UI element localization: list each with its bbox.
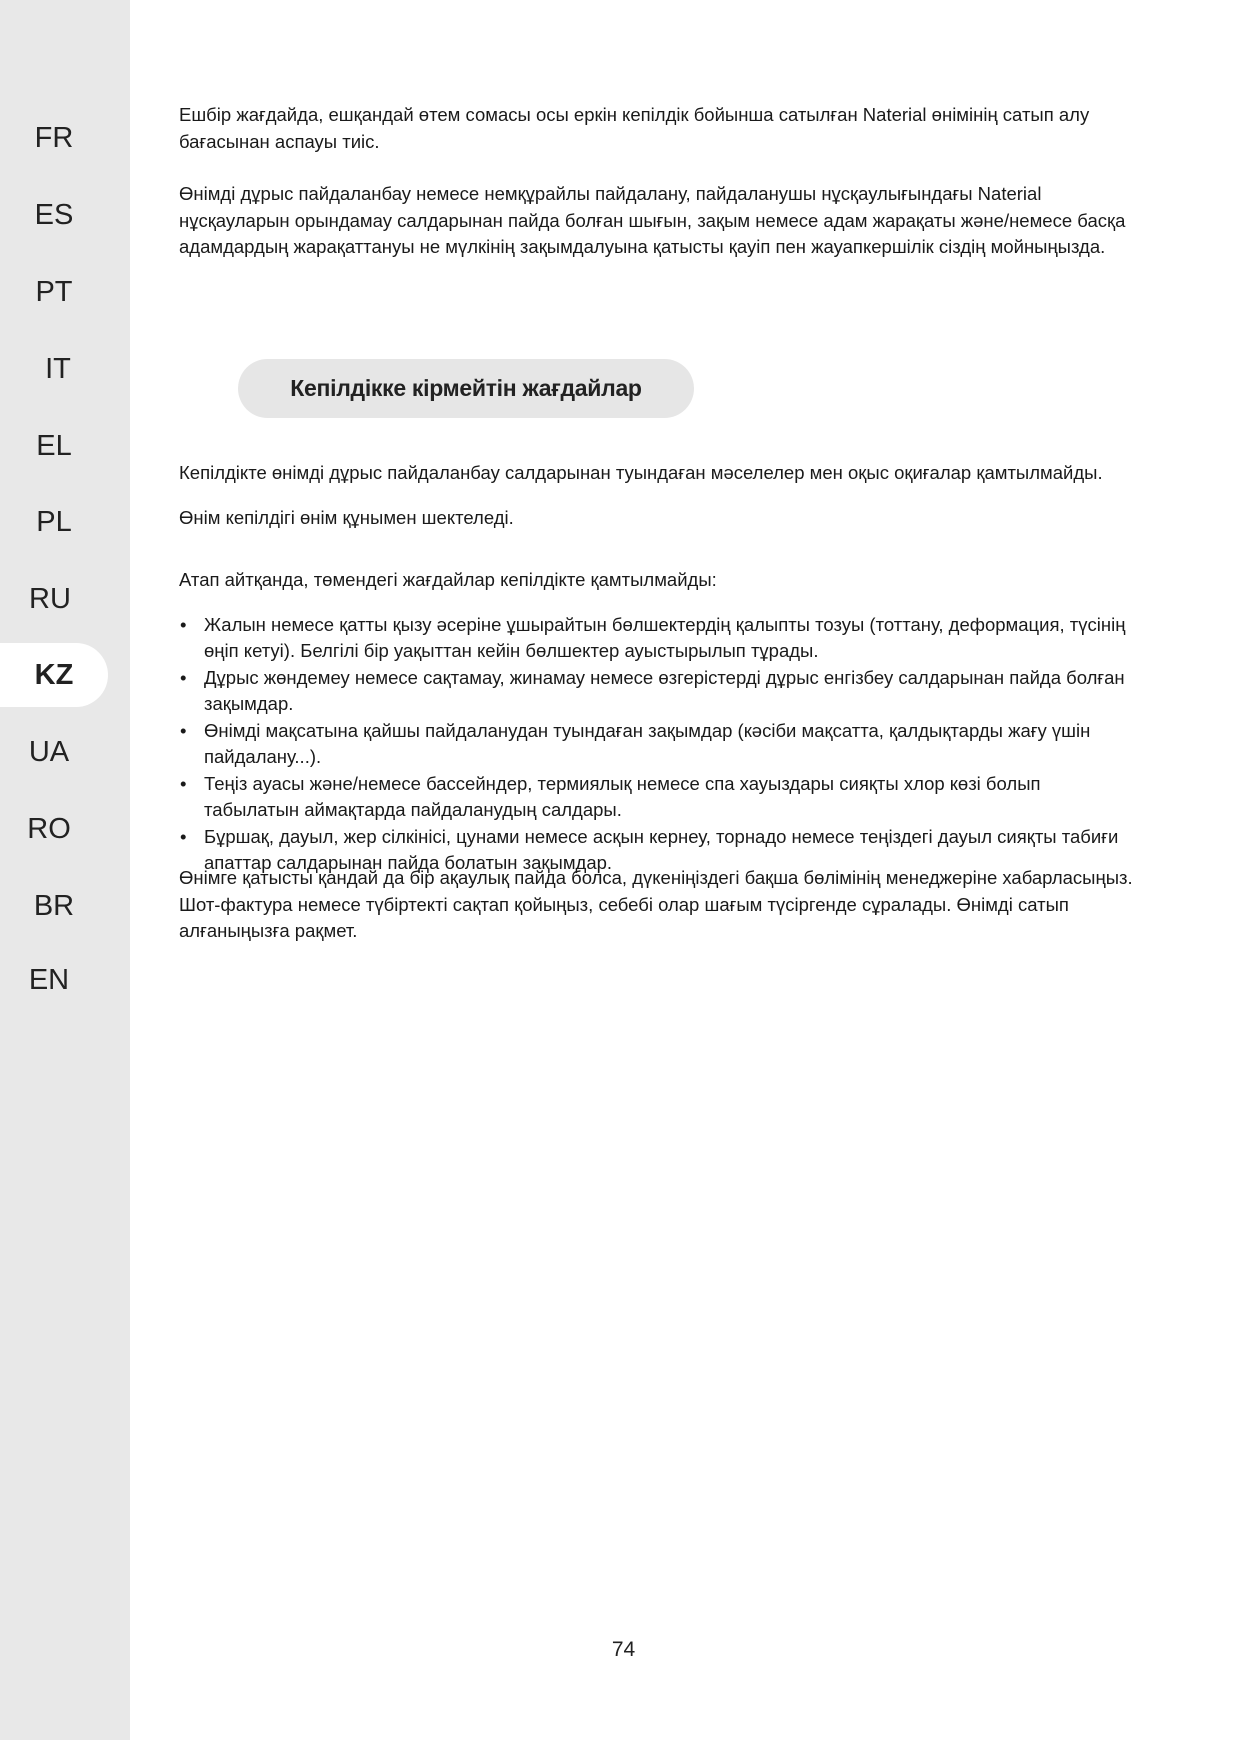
list-item-text: Өнімді мақсатына қайшы пайдаланудан туындаған зақымдар (кәсіби мақсатта, қалдықтарды жағу үшін пайдалану...). bbox=[204, 719, 1091, 767]
list-item-text: Бұршақ, дауыл, жер сілкінісі, цунами немесе асқын кернеу, торнадо немесе теңіздегі дауыл сияқты табиғи апаттар салдарынан пайда болатын зақымдар. bbox=[204, 825, 1119, 873]
list-item bbox=[179, 612, 1139, 665]
lang-tab-it[interactable]: IT bbox=[45, 353, 71, 385]
section-heading-exclusions bbox=[238, 359, 694, 418]
list-item-text: Дұрыс жөндемеу немесе сақтамау, жинамау немесе өзгерістерді дұрыс енгізбеу салдарынан пайда болған зақымдар. bbox=[204, 666, 1125, 714]
language-sidebar bbox=[0, 0, 130, 1740]
paragraph-exclusions-intro bbox=[179, 441, 1139, 550]
lang-tab-pt[interactable]: PT bbox=[35, 276, 73, 308]
paragraph-compensation-limit: Ешбір жағдайда, ешқандай өтем сомасы осы еркін кепілдік бойынша сатылған Naterial өнімінің сатып алу бағасынан аспауы тиіс. bbox=[179, 104, 1090, 152]
paragraph-contact-manager: Өнімге қатысты қандай да бір ақаулық пайда болса, дүкеніңіздегі бақша бөлімінің менеджеріне хабарласыңыз. Шот-фактура немесе түбіртекті сақтап қойыңыз, себебі олар шағым түсіргенде сұралады. Өнімді сатып алғаныңызға рақмет. bbox=[179, 867, 1133, 941]
lang-tab-fr[interactable]: FR bbox=[34, 122, 74, 154]
lang-tab-ro[interactable]: RO bbox=[27, 813, 71, 845]
lang-tab-ua[interactable]: UA bbox=[28, 736, 70, 768]
list-item-text: Жалын немесе қатты қызу әсеріне ұшырайтын бөлшектердің қалыпты тозуы (тоттану, деформация, түсінің өңіп кетуі). Белгілі бір уақыттан кейін бөлшектер ауыстырылып тұрады. bbox=[204, 613, 1126, 661]
list-item-text: Теңіз ауасы және/немесе бассейндер, термиялық немесе спа хауыздары сияқты хлор көзі болып табылатын аймақтарда пайдаланудың салдары. bbox=[204, 772, 1041, 820]
lang-tab-en[interactable]: EN bbox=[28, 964, 70, 996]
lang-tab-ru[interactable]: RU bbox=[29, 583, 71, 615]
bullet-icon: • bbox=[180, 825, 187, 847]
lang-tab-es[interactable]: ES bbox=[34, 199, 74, 231]
bullet-icon: • bbox=[180, 719, 187, 741]
bullet-icon: • bbox=[180, 666, 187, 688]
page-number: 74 bbox=[611, 1638, 636, 1661]
exclusions-bullet-list bbox=[179, 612, 1139, 877]
exclusions-list-intro: Атап айтқанда, төмендегі жағдайлар кепілдікте қамтылмайды: bbox=[179, 568, 717, 590]
bullet-icon: • bbox=[180, 613, 187, 635]
exclusions-text-line-1: Кепілдікте өнімді дұрыс пайдаланбау салдарынан туындаған мәселелер мен оқыс оқиғалар қамтылмайды. bbox=[179, 461, 1103, 483]
exclusions-text-line-2: Өнім кепілдігі өнім құнымен шектеледі. bbox=[179, 506, 514, 528]
list-item bbox=[179, 718, 1139, 771]
list-item bbox=[179, 665, 1139, 718]
paragraph-liability: Өнімді дұрыс пайдаланбау немесе немқұрайлы пайдалану, пайдаланушы нұсқаулығындағы Naterial нұсқауларын орындамау салдарынан пайда болған шығын, зақым немесе адам жарақаты және/немесе басқа адамдардың жарақаттануы не мүлкінің зақымдалуына қатысты қауіп пен жауапкершілік сіздің мойныңызда. bbox=[179, 183, 1126, 257]
bullet-icon: • bbox=[180, 772, 187, 794]
lang-tab-br[interactable]: BR bbox=[33, 890, 75, 922]
lang-tab-kz-active[interactable]: KZ bbox=[0, 643, 108, 707]
lang-tab-el[interactable]: EL bbox=[36, 430, 72, 462]
exclusions-list-block bbox=[179, 548, 1139, 877]
section-title: Кепілдікке кірмейтін жағдайлар bbox=[290, 375, 642, 401]
lang-tab-pl[interactable]: PL bbox=[36, 506, 72, 538]
list-item bbox=[179, 771, 1139, 824]
